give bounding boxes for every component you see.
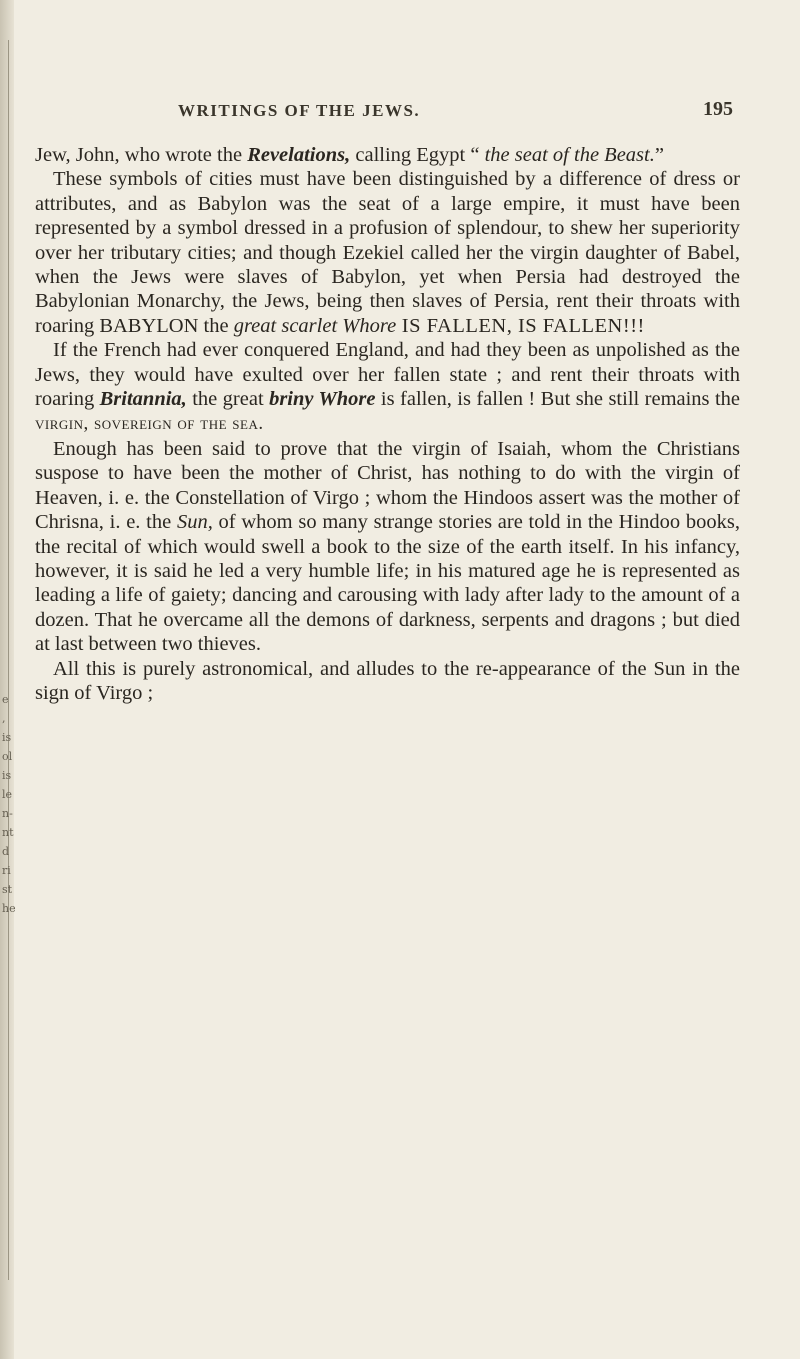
bold-italic-text: briny Whore [269,388,376,411]
text-run: calling Egypt “ [350,144,485,166]
text-run: Enough has been said to prove that the virgin of Isaiah, whom the Christians suspose to have been the mother of Christ, has nothing to do with the virgin of Heaven, i. e. the Constellation of Virgo ; whom the Hindoos assert was the mother of Chrisna, i. e. the [35,437,740,534]
body-text [35,143,740,705]
running-head-title: WRITINGS OF THE JEWS. [178,101,421,120]
paragraph [35,437,740,657]
text-run: If the French had ever conquered England, and had they been as unpolished as the Jews, they would have exulted over her fallen state ; and rent their throats with roaring [35,339,740,411]
binding-edge-line [8,40,9,1280]
italic-text: the seat of the Beast. [484,144,655,166]
text-run: These symbols of cities must have been distinguished by a difference of dress or attributes, and as Babylon was the seat of a large empire, it must have been represented by a symbol dressed in a profusion of splendour, to shew her superiority over her tributary cities; and though Ezekiel called her the virgin daughter of Babel, when the Jews were slaves of Babylon, yet when Persia had destroyed the Babylonian Monarchy, the Jews, being then slaves of Persia, rent their throats with roaring BABYLON the [35,168,740,337]
text-run: Jew, John, who wrote the [35,144,248,166]
paragraph [35,143,740,167]
text-run: is fallen, is fallen ! But she still remains the [375,388,740,411]
page-gutter-shadow [0,0,14,1359]
bold-italic-text: Britannia, [99,388,187,411]
italic-text: Sun, [176,511,213,534]
caps-text: IS FALLEN, IS FALLEN!!! [396,314,645,337]
page-number: 195 [703,98,733,120]
small-caps-text: virgin, sovereign of the sea. [35,413,264,435]
text-run: ” [654,144,664,166]
text-run: All this is purely astronomical, and alludes to the re-appearance of the Sun in the sign of Virgo ; [35,657,740,704]
italic-text: great scarlet Whore [233,314,397,337]
paragraph [35,167,740,338]
paragraph [35,338,740,437]
text-run: the great [186,388,270,411]
text-run: of whom so many strange stories are told in the Hindoo books, the recital of which would swell a book to the size of the earth itself. In his infancy, however, it is said he led a very humble life; in his matured age he is represented as leading a life of gaiety; dancing and carousing with lady after lady to the amount of a dozen. That he overcame all the demons of darkness, serpents and dragons ; but died at last between two thieves. [35,511,740,656]
margin-bleed-fragments: e , is ol is le n- nt d ri st he [2,693,16,915]
paragraph [35,657,740,706]
bold-italic-text: Revelations, [247,144,351,166]
